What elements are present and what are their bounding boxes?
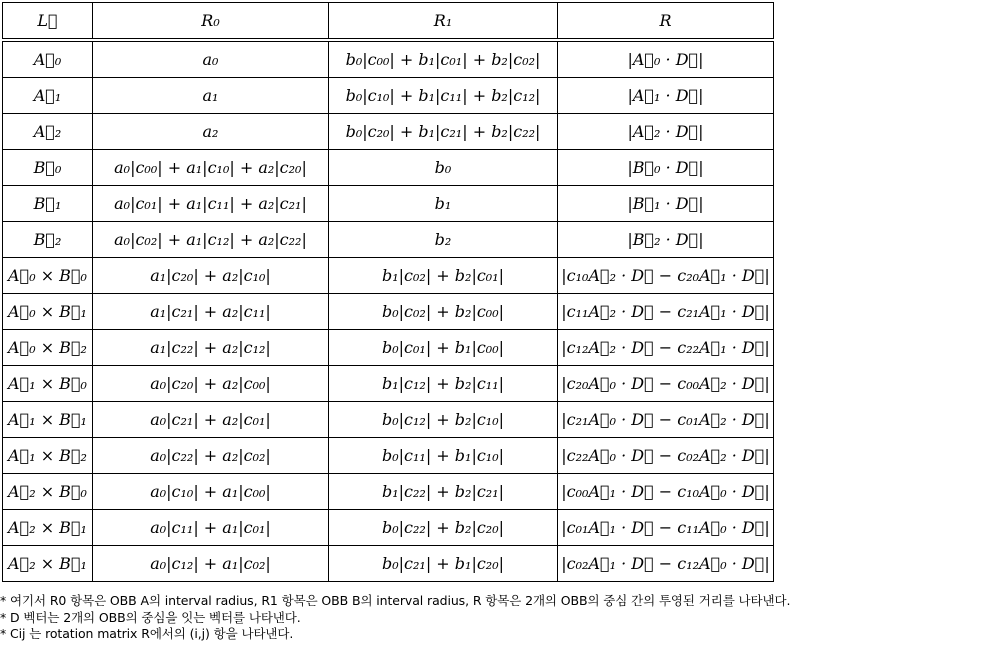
r-cell: |A⃗₀ · D⃗| (558, 40, 774, 78)
r0-cell: a₁|c₂₀| + a₂|c₁₀| (93, 258, 329, 294)
r0-cell: a₀|c₂₂| + a₂|c₀₂| (93, 438, 329, 474)
axis-cell: A⃗₀ (3, 40, 93, 78)
table-row (3, 294, 774, 330)
table-row (3, 474, 774, 510)
r1-cell: b₀|c₂₁| + b₁|c₂₀| (329, 546, 558, 582)
r0-cell: a₁|c₂₂| + a₂|c₁₂| (93, 330, 329, 366)
r-cell: |B⃗₀ · D⃗| (558, 150, 774, 186)
r0-cell: a₀|c₀₂| + a₁|c₁₂| + a₂|c₂₂| (93, 222, 329, 258)
axis-cell: A⃗₁ × B⃗₀ (3, 366, 93, 402)
r-cell: |A⃗₁ · D⃗| (558, 78, 774, 114)
r1-cell: b₁|c₁₂| + b₂|c₁₁| (329, 366, 558, 402)
r0-cell: a₁ (93, 78, 329, 114)
r0-cell: a₀|c₁₂| + a₁|c₀₂| (93, 546, 329, 582)
r0-cell: a₀|c₀₁| + a₁|c₁₁| + a₂|c₂₁| (93, 186, 329, 222)
axis-cell: A⃗₀ × B⃗₀ (3, 258, 93, 294)
table-row (3, 510, 774, 546)
axis-cell: A⃗₁ × B⃗₁ (3, 402, 93, 438)
r1-cell: b₀|c₁₀| + b₁|c₁₁| + b₂|c₁₂| (329, 78, 558, 114)
table-row (3, 546, 774, 582)
r0-cell: a₀|c₁₀| + a₁|c₀₀| (93, 474, 329, 510)
header-r: R (558, 3, 774, 41)
r1-cell: b₀|c₀₁| + b₁|c₀₀| (329, 330, 558, 366)
table-row (3, 402, 774, 438)
r1-cell: b₁|c₀₂| + b₂|c₀₁| (329, 258, 558, 294)
r-cell: |c₀₀A⃗₁ · D⃗ − c₁₀A⃗₀ · D⃗| (558, 474, 774, 510)
table-row (3, 258, 774, 294)
axis-cell: A⃗₀ × B⃗₁ (3, 294, 93, 330)
r-cell: |A⃗₂ · D⃗| (558, 114, 774, 150)
axis-cell: A⃗₂ (3, 114, 93, 150)
r0-cell: a₂ (93, 114, 329, 150)
table-row (3, 114, 774, 150)
axis-cell: A⃗₀ × B⃗₂ (3, 330, 93, 366)
axis-cell: B⃗₁ (3, 186, 93, 222)
header-r1: R₁ (329, 3, 558, 41)
r1-cell: b₁|c₂₂| + b₂|c₂₁| (329, 474, 558, 510)
axis-cell: B⃗₂ (3, 222, 93, 258)
r0-cell: a₀ (93, 40, 329, 78)
table-row (3, 150, 774, 186)
table-row (3, 366, 774, 402)
axis-cell: A⃗₂ × B⃗₁ (3, 546, 93, 582)
r-cell: |c₂₁A⃗₀ · D⃗ − c₀₁A⃗₂ · D⃗| (558, 402, 774, 438)
axis-cell: A⃗₂ × B⃗₁ (3, 510, 93, 546)
table-row (3, 40, 774, 78)
footnote-d-vector: * D 벡터는 2개의 OBB의 중심을 잇는 벡터를 나타낸다. (0, 609, 301, 625)
table-body (3, 40, 774, 582)
footnote-radius: * 여기서 R0 항목은 OBB A의 interval radius, R1 항목은 OBB B의 interval radius, R 항목은 2개의 OBB의 중심 간의 투영된 거리를 나타낸다. (0, 593, 791, 608)
r0-cell: a₀|c₂₁| + a₂|c₀₁| (93, 402, 329, 438)
table-row (3, 222, 774, 258)
separating-axis-table (2, 2, 774, 582)
axis-cell: A⃗₁ (3, 78, 93, 114)
r1-cell: b₀|c₀₀| + b₁|c₀₁| + b₂|c₀₂| (329, 40, 558, 78)
r0-cell: a₁|c₂₁| + a₂|c₁₁| (93, 294, 329, 330)
r1-cell: b₀|c₁₂| + b₂|c₁₀| (329, 402, 558, 438)
table-row (3, 78, 774, 114)
r1-cell: b₀|c₁₁| + b₁|c₁₀| (329, 438, 558, 474)
r-cell: |c₀₂A⃗₁ · D⃗ − c₁₂A⃗₀ · D⃗| (558, 546, 774, 582)
r-cell: |B⃗₂ · D⃗| (558, 222, 774, 258)
r-cell: |c₁₀A⃗₂ · D⃗ − c₂₀A⃗₁ · D⃗| (558, 258, 774, 294)
r1-cell: b₀ (329, 150, 558, 186)
r-cell: |c₂₂A⃗₀ · D⃗ − c₀₂A⃗₂ · D⃗| (558, 438, 774, 474)
table-row (3, 330, 774, 366)
header-r0: R₀ (93, 3, 329, 41)
r0-cell: a₀|c₁₁| + a₁|c₀₁| (93, 510, 329, 546)
r-cell: |c₂₀A⃗₀ · D⃗ − c₀₀A⃗₂ · D⃗| (558, 366, 774, 402)
table-row (3, 186, 774, 222)
header-axis: L⃗ (3, 3, 93, 41)
table-header-row (3, 3, 774, 41)
axis-cell: B⃗₀ (3, 150, 93, 186)
r1-cell: b₀|c₀₂| + b₂|c₀₀| (329, 294, 558, 330)
footnotes (0, 593, 790, 643)
r-cell: |B⃗₁ · D⃗| (558, 186, 774, 222)
axis-cell: A⃗₂ × B⃗₀ (3, 474, 93, 510)
r-cell: |c₀₁A⃗₁ · D⃗ − c₁₁A⃗₀ · D⃗| (558, 510, 774, 546)
axis-cell: A⃗₁ × B⃗₂ (3, 438, 93, 474)
footnote-cij: * Cij 는 rotation matrix R에서의 (i,j) 항을 나타낸다. (0, 626, 294, 641)
r1-cell: b₀|c₂₀| + b₁|c₂₁| + b₂|c₂₂| (329, 114, 558, 150)
r0-cell: a₀|c₂₀| + a₂|c₀₀| (93, 366, 329, 402)
r1-cell: b₂ (329, 222, 558, 258)
table-row (3, 438, 774, 474)
r-cell: |c₁₁A⃗₂ · D⃗ − c₂₁A⃗₁ · D⃗| (558, 294, 774, 330)
r0-cell: a₀|c₀₀| + a₁|c₁₀| + a₂|c₂₀| (93, 150, 329, 186)
r1-cell: b₁ (329, 186, 558, 222)
r1-cell: b₀|c₂₂| + b₂|c₂₀| (329, 510, 558, 546)
r-cell: |c₁₂A⃗₂ · D⃗ − c₂₂A⃗₁ · D⃗| (558, 330, 774, 366)
